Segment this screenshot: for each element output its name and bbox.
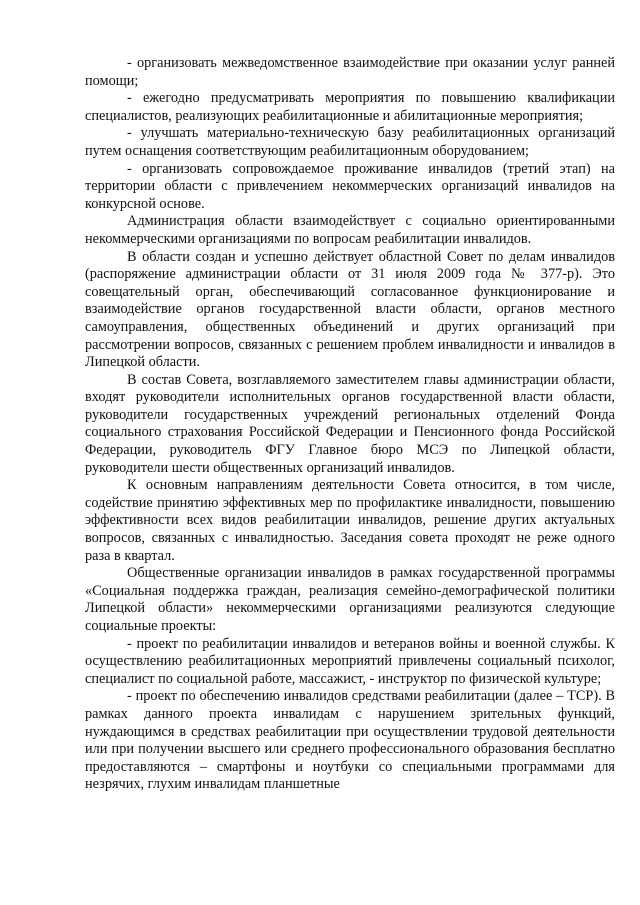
paragraph: - улучшать материально-техническую базу реабилитационных организаций путем оснащения соответствующим реабилитационным оборудованием; (85, 125, 615, 159)
paragraph: К основным направлениям деятельности Совета относится, в том числе, содействие принятию эффективных мер по профилактике инвалидности, повышению эффективности всех видов реабилитации инвалидов, решение других актуальных вопросов, связанных с инвалидностью. Заседания совета проходят не реже одного раза в квартал. (85, 477, 615, 564)
paragraph: Общественные организации инвалидов в рамках государственной программы «Социальная поддержка граждан, реализация семейно-демографической политики Липецкой области» некоммерческими организациями реализуются следующие социальные проекты: (85, 565, 615, 634)
document-body (85, 55, 615, 794)
paragraph: - организовать межведомственное взаимодействие при оказании услуг ранней помощи; (85, 55, 615, 89)
paragraph: В области создан и успешно действует областной Совет по делам инвалидов (распоряжение администрации области от 31 июля 2009 года № 377-р). Это совещательный орган, обеспечивающий согласованное функционирование и взаимодействие органов государственной власти области, органов местного самоуправления, общественных объединений и других организаций при рассмотрении вопросов, связанных с решением проблем инвалидности и инвалидов в Липецкой области. (85, 248, 615, 371)
paragraph: - ежегодно предусматривать мероприятия по повышению квалификации специалистов, реализующих реабилитационные и абилитационные мероприятия; (85, 90, 615, 124)
paragraph: - проект по реабилитации инвалидов и ветеранов войны и военной службы. К осуществлению реабилитационных мероприятий привлечены социальный психолог, специалист по социальной работе, массажист, - инструктор по физической культуре; (85, 635, 615, 687)
paragraph: В состав Совета, возглавляемого заместителем главы администрации области, входят руководители исполнительных органов государственной власти области, руководители государственных учреждений региональных отделений Фонда социального страхования Российской Федерации и Пенсионного фонда Российской Федерации, руководитель ФГУ Главное бюро МСЭ по Липецкой области, руководители шести общественных организаций инвалидов. (85, 371, 615, 476)
paragraph: - организовать сопровождаемое проживание инвалидов (третий этап) на территории области с привлечением некоммерческих организаций инвалидов на конкурсной основе. (85, 160, 615, 212)
paragraph: - проект по обеспечению инвалидов средствами реабилитации (далее – ТСР). В рамках данного проекта инвалидам с нарушением зрительных функций, нуждающимся в средствах реабилитации при осуществлении трудовой деятельности или при получении высшего или среднего профессионального образования бесплатно предоставляются – смартфоны и ноутбуки со специальными программами для незрячих, глухим инвалидам планшетные (85, 688, 615, 793)
paragraph: Администрация области взаимодействует с социально ориентированными некоммерческими организациями по вопросам реабилитации инвалидов. (85, 213, 615, 247)
